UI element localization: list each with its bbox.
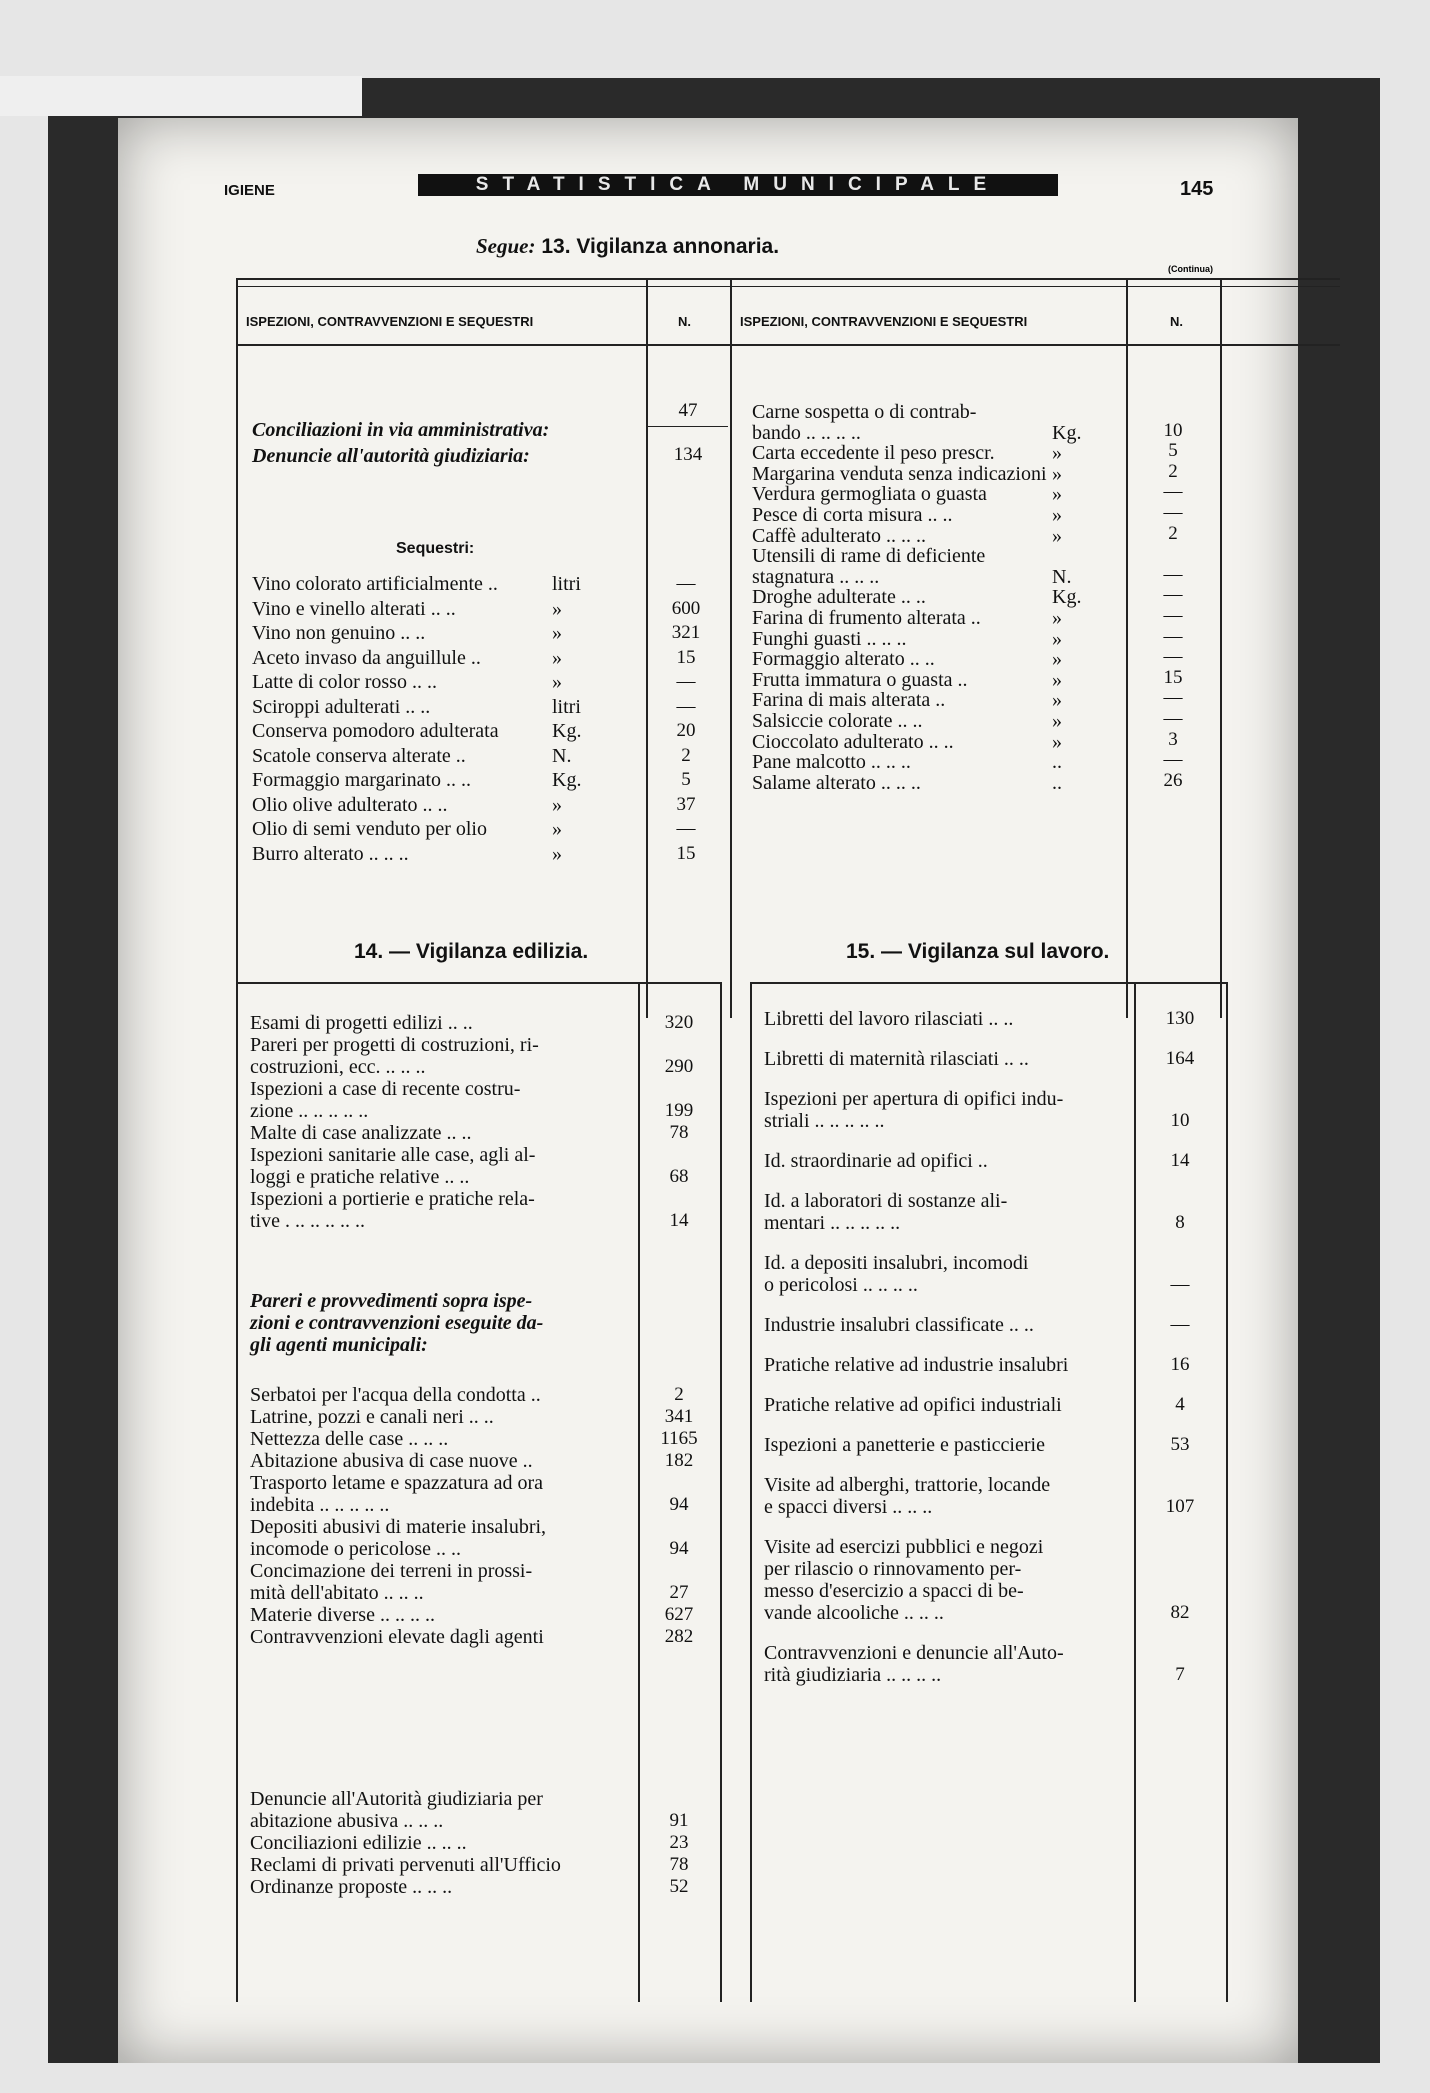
t14-b-value: 27 xyxy=(669,1582,689,1603)
table13-title xyxy=(476,234,779,259)
t14-a-text: Esami di progetti edilizi .. .. xyxy=(250,1012,473,1034)
t14-b-value: 627 xyxy=(664,1604,694,1625)
t14-b-text: Materie diverse .. .. .. .. xyxy=(250,1604,435,1626)
t13-left-unit: litri xyxy=(552,573,581,595)
t15-top-rule xyxy=(750,982,1228,984)
t13-right-unit: » xyxy=(1052,668,1062,691)
t14-c-text: abitazione abusiva .. .. .. xyxy=(250,1810,444,1832)
t14-c-text: Conciliazioni edilizie .. .. .. xyxy=(250,1832,467,1854)
t14-b-text: Depositi abusivi di materie insalubri, xyxy=(250,1516,547,1538)
t13-left-label: Olio olive adulterato .. .. xyxy=(252,793,448,816)
t14-a-row xyxy=(250,1012,720,1034)
denuncie-value: 134 xyxy=(673,444,703,465)
t13-col-header-left: ISPEZIONI, CONTRAVVENZIONI E SEQUESTRI xyxy=(246,314,534,329)
t15-text: Visite ad esercizi pubblici e negozi xyxy=(764,1536,1044,1558)
t14-a-value: 14 xyxy=(669,1210,689,1231)
t14-a-value: 78 xyxy=(669,1122,689,1143)
t14-b-text: indebita .. .. .. .. .. xyxy=(250,1494,390,1516)
t13-right-row xyxy=(752,606,1220,627)
t15-row xyxy=(764,1048,1226,1070)
t14-c-value: 91 xyxy=(669,1810,689,1831)
t13-left-row xyxy=(252,768,726,793)
t13-right-row xyxy=(752,749,1220,774)
t14-b-row xyxy=(250,1516,720,1560)
t13-right-value: — xyxy=(1163,563,1183,585)
title-text: 13. Vigilanza annonaria. xyxy=(541,235,780,258)
t13-left-label: Conserva pomodoro adulterata xyxy=(252,720,499,742)
t13-right-row xyxy=(752,771,1220,792)
t14-b-row xyxy=(250,1384,720,1406)
t13-right-value: — xyxy=(1163,481,1183,503)
t14-c-value: 52 xyxy=(669,1876,689,1897)
t15-value: 10 xyxy=(1170,1110,1190,1131)
t14-b-value: 2 xyxy=(674,1384,684,1405)
t13-left-unit: N. xyxy=(552,744,572,767)
t13-left-value: — xyxy=(676,671,696,692)
t14-b-row xyxy=(250,1472,720,1516)
t15-value: 107 xyxy=(1165,1496,1195,1517)
sequestri-heading: Sequestri: xyxy=(396,540,475,557)
t13-left-label: Vino non genuino .. .. xyxy=(252,622,426,644)
t13-right-value: — xyxy=(1163,625,1183,647)
t13-right-label: Salame alterato .. .. .. xyxy=(752,771,921,794)
t13-right-row xyxy=(752,421,1220,442)
t14-b-row xyxy=(250,1406,720,1428)
t13-right-value: 3 xyxy=(1168,728,1178,750)
t14-a-text: Ispezioni a portierie e pratiche rela- xyxy=(250,1188,535,1210)
t14-c-text: Denuncie all'Autorità giudiziaria per xyxy=(250,1788,543,1810)
t15-row xyxy=(764,1252,1226,1296)
t13-right-row xyxy=(752,544,1220,568)
t14-c-value: 23 xyxy=(669,1832,689,1853)
t13-left-row xyxy=(252,793,726,818)
running-title: STATISTICA MUNICIPALE xyxy=(418,174,1058,196)
t13-right-row xyxy=(752,730,1220,751)
t13-right-label: Funghi guasti .. .. .. xyxy=(752,627,907,650)
t15-text: per rilascio o rinnovamento per- xyxy=(764,1558,1022,1580)
t13-left-value: 15 xyxy=(676,646,696,668)
t15-value: 14 xyxy=(1170,1150,1190,1171)
t14-a-value: 199 xyxy=(664,1100,694,1121)
t13-right-value: — xyxy=(1163,604,1183,626)
t13-left-value: — xyxy=(676,573,696,594)
t15-row xyxy=(764,1434,1226,1456)
t15-value: — xyxy=(1170,1274,1190,1295)
t15-value: 130 xyxy=(1165,1008,1195,1029)
t13-right-label: Caffè adulterato .. .. .. xyxy=(752,524,927,547)
t13-right-label: Margarina venduta senza indicazioni xyxy=(752,462,1047,485)
title-prefix: Segue: xyxy=(476,234,536,258)
t13-left-label: Scatole conserva alterate .. xyxy=(252,744,466,767)
t14-rows-c xyxy=(250,1788,720,1898)
t13-right-row xyxy=(752,462,1220,483)
t13-left-unit: » xyxy=(552,842,562,865)
t13-right-row xyxy=(752,709,1220,730)
t13-left-label: Burro alterato .. .. .. xyxy=(252,842,409,865)
t13-right-label: stagnatura .. .. .. xyxy=(752,565,880,588)
t13-left-row xyxy=(252,695,726,720)
t15-row xyxy=(764,1150,1226,1172)
t14-a-row xyxy=(250,1034,720,1078)
conciliazioni-rule xyxy=(648,426,728,427)
t14-b-row xyxy=(250,1428,720,1450)
t14-c-row xyxy=(250,1876,720,1898)
t14-c-row xyxy=(250,1854,720,1876)
t14-border-right xyxy=(720,982,722,2002)
t13-left-label: Latte di color rosso .. .. xyxy=(252,671,437,693)
t13-left-unit: litri xyxy=(552,695,581,718)
t15-text: e spacci diversi .. .. .. xyxy=(764,1496,933,1518)
t14-rows-b xyxy=(250,1384,720,1648)
t14-a-row xyxy=(250,1144,720,1188)
t13-right-unit: .. xyxy=(1052,751,1062,774)
t15-value: — xyxy=(1170,1314,1190,1335)
t15-text: o pericolosi .. .. .. .. xyxy=(764,1274,918,1296)
conciliazioni-label: Conciliazioni in via amministrativa: xyxy=(252,419,550,441)
t15-row xyxy=(764,1088,1226,1132)
t13-right-value: 15 xyxy=(1163,666,1183,688)
t15-value: 53 xyxy=(1170,1434,1190,1455)
t13-right-unit: » xyxy=(1052,606,1062,629)
t13-right-label: Salsiccie colorate .. .. xyxy=(752,709,923,732)
t14-pareri-line: gli agenti municipali: xyxy=(250,1334,428,1356)
t13-right-unit: » xyxy=(1052,462,1062,485)
t15-value: 8 xyxy=(1175,1212,1185,1233)
t15-text: Ispezioni a panetterie e pasticcierie xyxy=(764,1434,1045,1456)
t14-c-value: 78 xyxy=(669,1854,689,1875)
t13-right-unit: Kg. xyxy=(1052,421,1082,444)
t13-left-value: 5 xyxy=(681,769,691,790)
denuncie-label: Denuncie all'autorità giudiziaria: xyxy=(252,445,530,467)
t13-left-value: 37 xyxy=(676,793,696,815)
t15-row xyxy=(764,1474,1226,1518)
t15-text: Visite ad alberghi, trattorie, locande xyxy=(764,1474,1051,1496)
t13-num-header-right: N. xyxy=(1170,314,1183,329)
t13-right-label: Formaggio alterato .. .. xyxy=(752,648,935,671)
t13-left-unit: Kg. xyxy=(552,720,582,742)
t14-b-row xyxy=(250,1626,720,1648)
t15-text: messo d'esercizio a spacci di be- xyxy=(764,1580,1024,1602)
t14-b-row xyxy=(250,1450,720,1472)
t13-right-rows xyxy=(752,400,1220,794)
t13-left-value: 2 xyxy=(681,744,691,766)
t13-left-value: 15 xyxy=(676,842,696,864)
t14-a-text: zione .. .. .. .. .. xyxy=(250,1100,369,1122)
t13-left-value: 20 xyxy=(676,720,696,741)
t14-b-text: mità dell'abitato .. .. .. xyxy=(250,1582,424,1604)
t13-num-header-left: N. xyxy=(678,314,691,329)
t13-left-row xyxy=(252,842,726,867)
t14-b-value: 94 xyxy=(669,1538,689,1559)
t13-left-value: — xyxy=(676,695,696,717)
t14-a-text: Malte di case analizzate .. .. xyxy=(250,1122,472,1144)
t13-right-value: — xyxy=(1163,707,1183,729)
t14-b-text: Serbatoi per l'acqua della condotta .. xyxy=(250,1384,541,1406)
t13-left-unit: » xyxy=(552,818,562,840)
t13-right-value: 10 xyxy=(1163,419,1183,441)
t14-b-row xyxy=(250,1604,720,1626)
t13-left-label: Vino e vinello alterati .. .. xyxy=(252,597,456,620)
t14-a-text: costruzioni, ecc. .. .. .. xyxy=(250,1056,426,1078)
t13-left-label: Formaggio margarinato .. .. xyxy=(252,769,472,791)
t15-text: striali .. .. .. .. .. xyxy=(764,1110,885,1132)
t13-left-label: Olio di semi venduto per olio xyxy=(252,818,487,840)
t14-c-text: Reclami di privati pervenuti all'Ufficio xyxy=(250,1854,561,1876)
t13-right-label: Carta eccedente il peso prescr. xyxy=(752,442,995,465)
t13-right-value: — xyxy=(1163,501,1183,523)
continua-note: (Continua) xyxy=(1168,264,1213,274)
t13-left-row xyxy=(252,646,726,671)
t13-right-unit: » xyxy=(1052,503,1062,526)
t13-right-label: Utensili di rame di deficiente xyxy=(752,545,986,568)
t13-right-label: Frutta immatura o guasta .. xyxy=(752,668,968,691)
t13-left-row xyxy=(252,597,726,622)
t14-a-text: Ispezioni a case di recente costru- xyxy=(250,1078,521,1100)
t15-rows xyxy=(764,1008,1226,1704)
t13-right-unit: .. xyxy=(1052,771,1062,794)
t14-b-value: 182 xyxy=(664,1450,694,1471)
t14-rows-a xyxy=(250,1012,720,1232)
t15-row xyxy=(764,1536,1226,1624)
t13-left-rows xyxy=(252,572,726,866)
table14-title: 14. — Vigilanza edilizia. xyxy=(354,940,589,963)
t15-row xyxy=(764,1190,1226,1234)
t13-right-unit: » xyxy=(1052,483,1062,506)
t15-text: Libretti di maternità rilasciati .. .. xyxy=(764,1048,1029,1070)
t13-right-unit: » xyxy=(1052,524,1062,547)
t14-b-text: Contravvenzioni elevate dagli agenti xyxy=(250,1626,544,1648)
t15-text: Id. a depositi insalubri, incomodi xyxy=(764,1252,1029,1274)
t15-row xyxy=(764,1642,1226,1686)
t15-text: mentari .. .. .. .. .. xyxy=(764,1212,901,1234)
t14-a-value: 320 xyxy=(664,1012,694,1033)
t15-value: 164 xyxy=(1165,1048,1195,1069)
t13-left-unit: » xyxy=(552,646,562,669)
t13-mid-divider xyxy=(730,278,732,1018)
table15-title: 15. — Vigilanza sul lavoro. xyxy=(846,940,1110,963)
t13-left-unit: Kg. xyxy=(552,769,582,791)
t13-right-row xyxy=(752,584,1220,609)
t14-b-text: Nettezza delle case .. .. .. xyxy=(250,1428,449,1450)
t14-a-value: 290 xyxy=(664,1056,694,1077)
t13-left-row xyxy=(252,817,726,842)
t13-right-row xyxy=(752,400,1220,421)
t13-right-unit: » xyxy=(1052,648,1062,671)
t13-right-value: — xyxy=(1163,646,1183,668)
t13-right-label: Droghe adulterate .. .. xyxy=(752,586,926,609)
t13-right-row xyxy=(752,565,1220,586)
t13-right-unit: » xyxy=(1052,730,1062,753)
t13-right-unit: » xyxy=(1052,627,1062,650)
t13-right-row xyxy=(752,687,1220,712)
t13-left-label: Vino colorato artificialmente .. xyxy=(252,573,498,595)
t15-value: 82 xyxy=(1170,1602,1190,1623)
t14-border-left xyxy=(236,982,238,2002)
t14-a-text: Ispezioni sanitarie alle case, agli al- xyxy=(250,1144,536,1166)
t13-right-label: Pane malcotto .. .. .. xyxy=(752,751,911,774)
t13-right-unit: » xyxy=(1052,709,1062,732)
t13-right-value: — xyxy=(1163,584,1183,606)
t15-text: Ispezioni per apertura di opifici indu- xyxy=(764,1088,1064,1110)
t13-right-value: 2 xyxy=(1168,522,1178,544)
t13-left-unit: » xyxy=(552,793,562,816)
t13-right-row xyxy=(752,524,1220,545)
t13-top-rule-thin xyxy=(236,286,1340,287)
t15-text: vande alcooliche .. .. .. xyxy=(764,1602,944,1624)
t13-right-value: — xyxy=(1163,687,1183,709)
t13-border-left xyxy=(236,278,238,1018)
t13-right-label: bando .. .. .. .. xyxy=(752,421,861,444)
t14-c-row xyxy=(250,1788,720,1832)
t13-right-unit: » xyxy=(1052,689,1062,712)
t13-left-row xyxy=(252,719,726,744)
t13-right-row xyxy=(752,440,1220,465)
t14-a-text: tive . .. .. .. .. .. xyxy=(250,1210,365,1232)
t14-b-text: Abitazione abusiva di case nuove .. xyxy=(250,1450,533,1472)
t13-right-value: 5 xyxy=(1168,440,1178,462)
t14-b-text: Concimazione dei terreni in prossi- xyxy=(250,1560,533,1582)
t13-right-label: Carne sospetta o di contrab- xyxy=(752,401,977,423)
t14-b-text: Latrine, pozzi e canali neri .. .. xyxy=(250,1406,494,1428)
t14-a-row xyxy=(250,1122,720,1144)
t13-right-label: Pesce di corta misura .. .. xyxy=(752,503,953,526)
t13-right-value: — xyxy=(1163,749,1183,771)
t15-row xyxy=(764,1008,1226,1030)
t14-a-value: 68 xyxy=(669,1166,689,1187)
t15-text: Industrie insalubri classificate .. .. xyxy=(764,1314,1034,1336)
t14-a-text: Pareri per progetti di costruzioni, ri- xyxy=(250,1034,539,1056)
t15-border-right xyxy=(1226,982,1228,2002)
t15-text: Contravvenzioni e denuncie all'Auto- xyxy=(764,1642,1064,1664)
t13-left-unit: » xyxy=(552,671,562,693)
t13-right-row xyxy=(752,481,1220,506)
t13-right-label: Cioccolato adulterato .. .. xyxy=(752,730,954,753)
t13-right-value: 2 xyxy=(1168,460,1178,482)
t14-c-row xyxy=(250,1832,720,1854)
t15-text: Pratiche relative ad opifici industriali xyxy=(764,1394,1062,1416)
t13-border-right xyxy=(1220,278,1222,1018)
t13-right-label: Farina di mais alterata .. xyxy=(752,689,946,712)
t13-right-unit: » xyxy=(1052,442,1062,465)
t15-value: 4 xyxy=(1175,1394,1185,1415)
t13-col-header-right: ISPEZIONI, CONTRAVVENZIONI E SEQUESTRI xyxy=(740,314,1028,329)
t13-right-unit: Kg. xyxy=(1052,586,1082,609)
t15-row xyxy=(764,1314,1226,1336)
t13-right-row xyxy=(752,668,1220,689)
t15-text: Pratiche relative ad industrie insalubri xyxy=(764,1354,1069,1376)
t14-b-value: 94 xyxy=(669,1494,689,1515)
t13-left-label: Aceto invaso da anguillule .. xyxy=(252,646,481,669)
t14-pareri-line: Pareri e provvedimenti sopra ispe- xyxy=(250,1290,533,1312)
t15-text: Id. straordinarie ad opifici .. xyxy=(764,1150,988,1172)
t15-value: 16 xyxy=(1170,1354,1190,1375)
t15-row xyxy=(764,1394,1226,1416)
t15-row xyxy=(764,1354,1226,1376)
scan-edge xyxy=(0,76,362,116)
t14-b-row xyxy=(250,1560,720,1604)
t14-pareri-heading xyxy=(250,1290,638,1356)
t14-b-text: Trasporto letame e spazzatura ad ora xyxy=(250,1472,544,1494)
t15-border-left xyxy=(750,982,752,2002)
t14-b-value: 1165 xyxy=(660,1428,698,1449)
conciliazioni-value: 47 xyxy=(678,400,698,421)
t14-top-rule xyxy=(236,982,722,984)
t14-a-row xyxy=(250,1188,720,1232)
page-number: 145 xyxy=(1180,178,1214,200)
t13-left-value: 600 xyxy=(671,597,701,619)
t13-right-value: 26 xyxy=(1163,769,1183,791)
t13-right-label: Farina di frumento alterata .. xyxy=(752,606,981,629)
t13-left-value: 321 xyxy=(671,622,701,643)
t13-header-rule xyxy=(236,344,1340,346)
t14-a-row xyxy=(250,1078,720,1122)
t13-right-row xyxy=(752,646,1220,671)
t15-text: rità giudiziaria .. .. .. .. xyxy=(764,1664,942,1686)
t13-top-rule xyxy=(236,278,1340,280)
t15-text: Id. a laboratori di sostanze ali- xyxy=(764,1190,1008,1212)
t14-b-text: incomode o pericolose .. .. xyxy=(250,1538,462,1560)
t13-left-value: — xyxy=(676,818,696,839)
t13-left-row xyxy=(252,670,726,695)
t13-left-unit: » xyxy=(552,622,562,644)
t13-left-unit: » xyxy=(552,597,562,620)
t15-value: 7 xyxy=(1175,1664,1185,1685)
t14-b-value: 282 xyxy=(664,1626,694,1647)
t14-pareri-line: zioni e contravvenzioni eseguite da- xyxy=(250,1312,544,1334)
t14-a-text: loggi e pratiche relative .. .. xyxy=(250,1166,470,1188)
t13-right-row xyxy=(752,503,1220,524)
t13-left-row xyxy=(252,572,726,597)
t15-text: Libretti del lavoro rilasciati .. .. xyxy=(764,1008,1014,1030)
t13-right-row xyxy=(752,627,1220,648)
t13-left-row xyxy=(252,621,726,646)
t14-c-text: Ordinanze proposte .. .. .. xyxy=(250,1876,453,1898)
t13-right-unit: N. xyxy=(1052,565,1072,588)
section-label: IGIENE xyxy=(224,182,275,199)
document-page xyxy=(118,118,1298,2063)
t13-left-label: Sciroppi adulterati .. .. xyxy=(252,695,431,718)
t13-right-label: Verdura germogliata o guasta xyxy=(752,483,987,506)
t13-left-row xyxy=(252,744,726,769)
t14-b-value: 341 xyxy=(664,1406,694,1427)
